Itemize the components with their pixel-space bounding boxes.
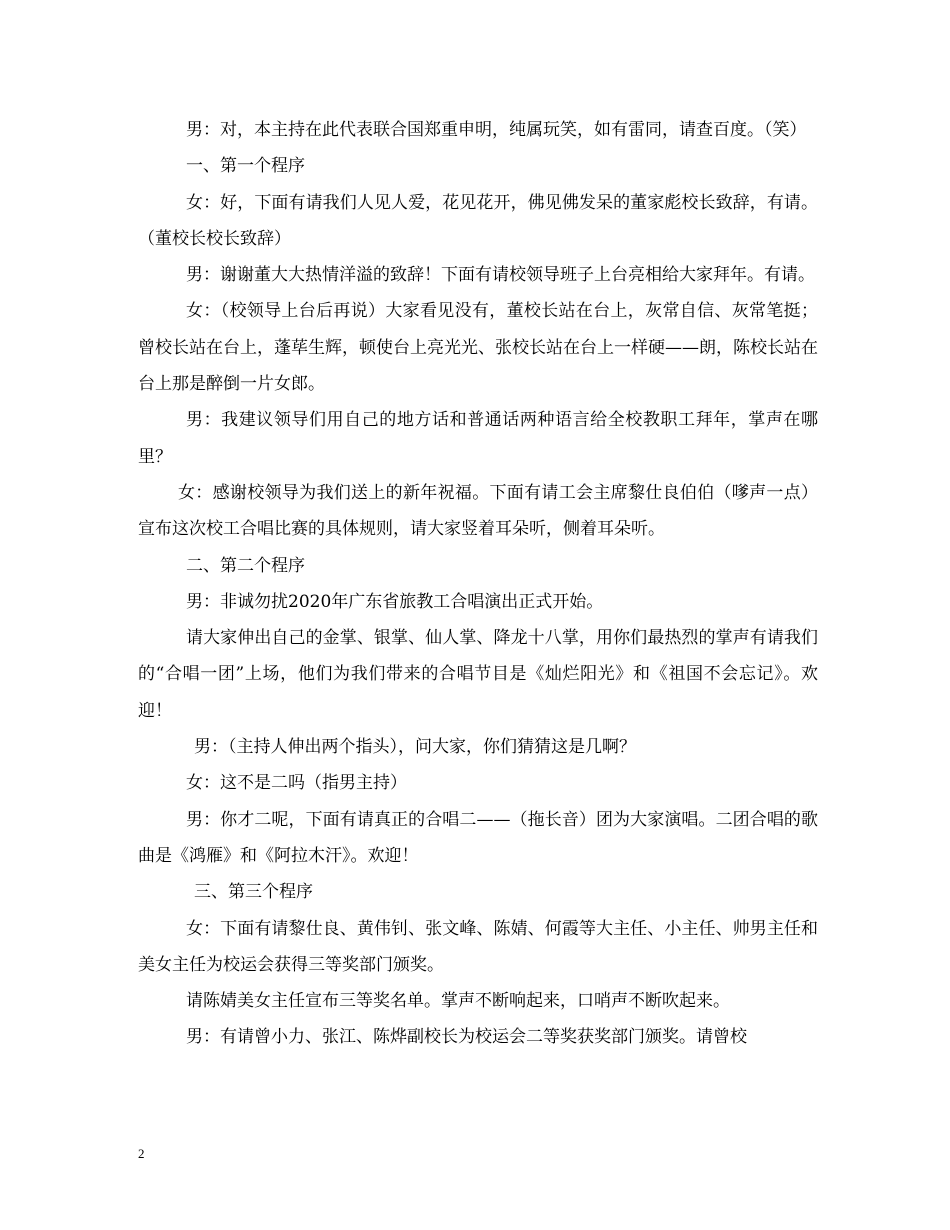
paragraph: 请陈婧美女主任宣布三等奖名单。掌声不断响起来，口哨声不断吹起来。 xyxy=(186,991,730,1012)
paragraph: 男：谢谢董大大热情洋溢的致辞！下面有请校领导班子上台亮相给大家拜年。有请。 xyxy=(186,265,815,286)
paragraph: 男：你才二呢，下面有请真正的合唱二——（拖长音）团为大家演唱。二团合唱的歌曲是《鸿雁》和《阿拉木汗》。欢迎！ xyxy=(138,809,818,866)
paragraph: 请大家伸出自己的金掌、银掌、仙人掌、降龙十八掌，用你们最热烈的掌声有请我们的“合唱一团”上场，他们为我们带来的合唱节目是《灿烂阳光》和《祖国不会忘记》。欢迎！ xyxy=(138,628,818,721)
page-number: 2 xyxy=(138,1146,145,1161)
paragraph: 男：有请曾小力、张江、陈烨副校长为校运会二等奖获奖部门颁奖。请曾校 xyxy=(186,1027,747,1048)
paragraph: 男：非诚勿扰2020年广东省旅教工合唱演出正式开始。 xyxy=(186,591,604,612)
paragraph: 一、第一个程序 xyxy=(186,156,305,177)
paragraph: 女：好，下面有请我们人见人爱，花见花开，佛见佛发呆的董家彪校长致辞，有请。（董校长校长致辞） xyxy=(138,192,818,249)
paragraph: 三、第三个程序 xyxy=(194,882,313,903)
paragraph: 女：感谢校领导为我们送上的新年祝福。下面有请工会主席黎仕良伯伯（嗲声一点）宣布这次校工合唱比赛的具体规则，请大家竖着耳朵听，侧着耳朵听。 xyxy=(138,482,818,540)
paragraph: 女：（校领导上台后再说）大家看见没有，董校长站在台上，灰常自信、灰常笔挺；曾校长站在台上，蓬荜生辉，顿使台上亮光光、张校长站在台上一样硬——朗，陈校长站在台上那是醉倒一片女郎。 xyxy=(138,301,818,395)
paragraph: 男：对，本主持在此代表联合国郑重申明，纯属玩笑，如有雷同，请查百度。（笑） xyxy=(186,120,807,140)
body-text xyxy=(138,112,818,1056)
paragraph: 男：我建议领导们用自己的地方话和普通话两种语言给全校教职工拜年，掌声在哪里？ xyxy=(138,410,818,467)
paragraph: 男：（主持人伸出两个指头），问大家，你们猜猜这是几啊？ xyxy=(194,737,636,758)
paragraph: 二、第二个程序 xyxy=(186,555,305,576)
paragraph: 女：下面有请黎仕良、黄伟钊、张文峰、陈婧、何霞等大主任、小主任、帅男主任和美女主任为校运会获得三等奖部门颁奖。 xyxy=(138,918,818,975)
paragraph: 女：这不是二吗（指男主持） xyxy=(186,773,407,794)
